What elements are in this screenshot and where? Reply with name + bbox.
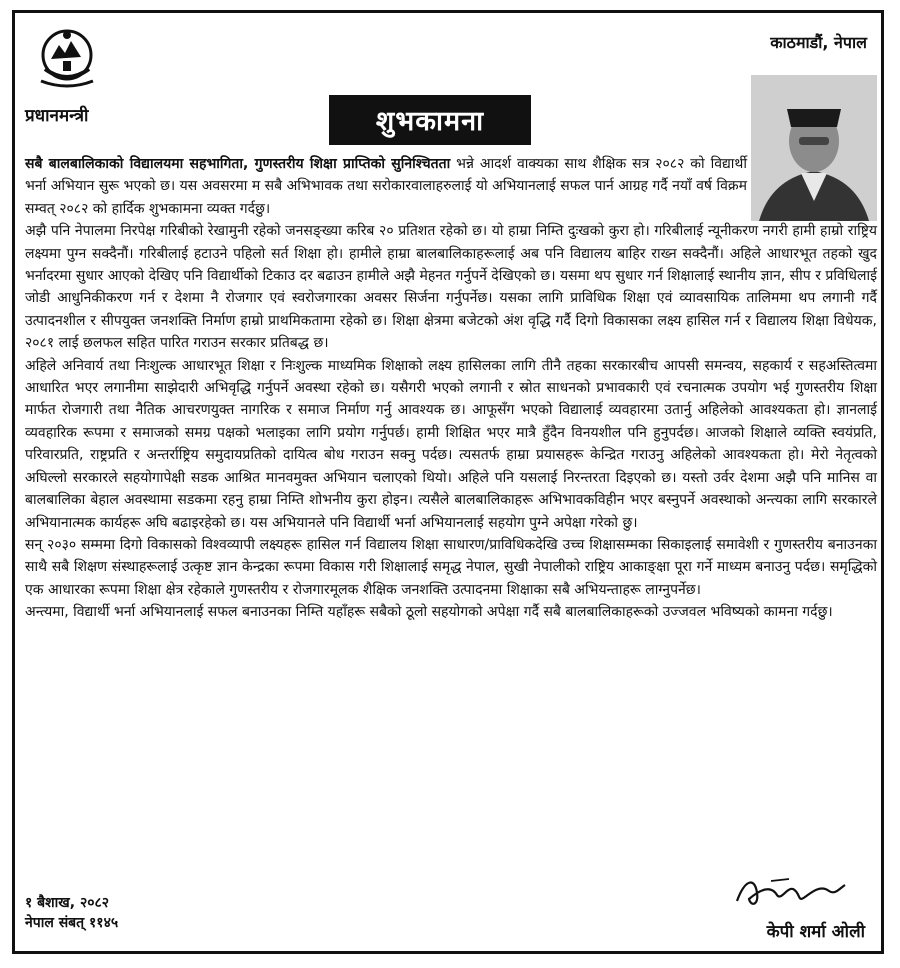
paragraph-intro	[25, 153, 877, 220]
paragraph-closing: अन्त्यमा, विद्यार्थी भर्ना अभियानलाई सफल बनाउनका निम्ति यहाँहरू सबैको ठूलो सहयोगको अपेक्षा गर्दै सबै बालबालिकाहरूको उज्जवल भविष्यको कामना गर्दछु।	[25, 604, 833, 621]
paragraph-sdg: सन् २०३० सम्ममा दिगो विकासको विश्वव्यापी लक्ष्यहरू हासिल गर्न विद्यालय शिक्षा साधारण/प्राविधिकदेखि उच्च शिक्षासम्मका सिकाइलाई समावेशी र गुणस्तरीय बनाउनका साथै सबै शिक्षण संस्थाहरूलाई उत्कृष्ट ज्ञान केन्द्रका रूपमा विकास गरी शिक्षालाई समृद्ध नेपाल, सुखी नेपालीको राष्ट्रिय आकाङ्क्षा पूरा गर्ने माध्यम बनाउनु पर्दछ। समृद्धिको एक आधारका रूपमा शिक्षा क्षेत्र रहेकाले गुणस्तरीय र रोजगारमूलक शैक्षिक जनशक्ति उत्पादनमा शिक्षाका सबै अभियन्ताहरू लाग्नुपर्नेछ।	[25, 536, 877, 598]
letter-body	[25, 153, 877, 624]
motto-text: सबै बालबालिकाको विद्यालयमा सहभागिता, गुणस्तरीय शिक्षा प्राप्तिको सुनिश्चितता	[25, 156, 451, 172]
date-block	[25, 893, 118, 933]
place-line: काठमाडौं, नेपाल	[770, 33, 867, 52]
greeting-banner-title: शुभकामना	[375, 106, 485, 137]
nepal-emblem-icon	[35, 21, 99, 91]
paragraph-poverty: अझै पनि नेपालमा निरपेक्ष गरिबीको रेखामुनी रहेको जनसङ्ख्या करिब २० प्रतिशत रहेको छ। यो हाम्रा निम्ति दुःखको कुरा हो। गरिबीलाई न्यूनीकरण नगरी हामी हाम्रो राष्ट्रिय लक्ष्यमा पुग्न सक्दैनौं। गरिबीलाई हटाउने पहिलो सर्त शिक्षा हो। हामीले हाम्रा बालबालिकाहरूलाई अब पनि विद्यालय बाहिर राख्न सक्दैनौं। अहिले आधारभूत तहको खुद भर्नादरमा सुधार आएको देखिए पनि विद्यार्थीको टिकाउ दर बढाउन हामीले अझै मेहनत गर्नुपर्ने देखिएको छ। यसमा थप सुधार गर्न शिक्षालाई स्थानीय ज्ञान, सीप र प्रविधिलाई जोडी आधुनिकीकरण गर्न र देशमा नै रोजगार एवं स्वरोजगारका अवसर सिर्जना गर्नुपर्नेछ। यसका लागि प्राविधिक शिक्षा एवं व्यावसायिक तालिममा थप लगानी गर्दै उत्पादनशील र सीपयुक्त जनशक्ति निर्माण हाम्रो प्राथमिकतामा रहेको छ। शिक्षा क्षेत्रमा बजेटको अंश वृद्धि गर्दै दिगो विकासका लक्ष्य हासिल गर्न र विद्यालय शिक्षा विधेयक, २०८१ लाई छलफल सहित पारित गराउन सरकार प्रतिबद्ध छ।	[25, 223, 877, 352]
office-title: प्रधानमन्त्री	[25, 106, 89, 126]
intro-text: भन्ने आदर्श वाक्यका साथ शैक्षिक सत्र २०८२ को विद्यार्थी भर्ना अभियान सुरू भएको छ। यस अवसरमा म सबै अभिभावक तथा सरोकारवालाहरुलाई यो अभियानलाई सफल पार्न आग्रह गर्दै नयाँ वर्ष विक्रम सम्वत् २०८२ को हार्दिक शुभकामना व्यक्त गर्दछु।	[25, 156, 747, 217]
nepal-sambat-date: नेपाल संबत् ११४५	[25, 915, 119, 931]
letter-date: १ बैशाख, २०८२	[25, 895, 110, 911]
signer-name: केपी शर्मा ओली	[766, 922, 865, 942]
paragraph-free-education: अहिले अनिवार्य तथा निःशुल्क आधारभूत शिक्षा र निःशुल्क माध्यमिक शिक्षाको लक्ष्य हासिलका लागि तीनै तहका सरकारबीच आपसी समन्वय, सहकार्य र सहअस्तित्वमा आधारित भएर लगानीमा साझेदारी अभिवृद्धि गर्नुपर्ने अवस्था रहेको छ। यसैगरी भएको लगानी र स्रोत साधनको प्रभावकारी एवं रचनात्मक उपयोग भई गुणस्तरीय शिक्षा मार्फत रोजगारी तथा नैतिक आचरणयुक्त नागरिक र समाज निर्माण गर्नु आवश्यक छ। आफूसँग भएको विद्यालाई व्यवहारमा उतार्नु अहिलेको आवश्यकता हो। ज्ञानलाई व्यवहारिक रूपमा र समाजको समग्र पक्षको भलाइका लागि प्रयोग गर्नुपर्छ। हामी शिक्षित भएर मात्रै हुँदैन विनयशील पनि हुनुपर्दछ। आजको शिक्षाले व्यक्ति स्वयंप्रति, परिवारप्रति, राष्ट्रप्रति र अन्तर्राष्ट्रिय समुदायप्रतिको दायित्व बोध गराउन सक्नु पर्दछ। त्यसतर्फ हाम्रा प्रयासहरू केन्द्रित गराउनु अहिलेको आवश्यकता हो। मेरो नेतृत्वको अघिल्लो सरकारले सहयोगापेक्षी सडक आश्रित मानवमुक्त अभियान चलाएको थियो। अहिले पनि यसलाई निरन्तरता दिइएको छ। यस्तो उर्वर देशमा अझै पनि मानिस वा बालबालिका बेहाल अवस्थामा सडकमा रहनु हाम्रा निम्ति शोभनीय कुरा होइन। त्यसैले बालबालिकाहरू अभिभावकविहीन भएर बस्नुपर्ने अवस्थाको अन्त्यका लागि सरकारले अभियानात्मक कार्यहरू अघि बढाइरहेको छ। यस अभियानले पनि विद्यार्थी भर्ना अभियानलाई सहयोग पुग्ने अपेक्षा गरेको छु।	[25, 357, 877, 531]
letter-frame	[12, 10, 884, 954]
signature-image	[731, 871, 851, 913]
greeting-banner	[329, 95, 531, 145]
